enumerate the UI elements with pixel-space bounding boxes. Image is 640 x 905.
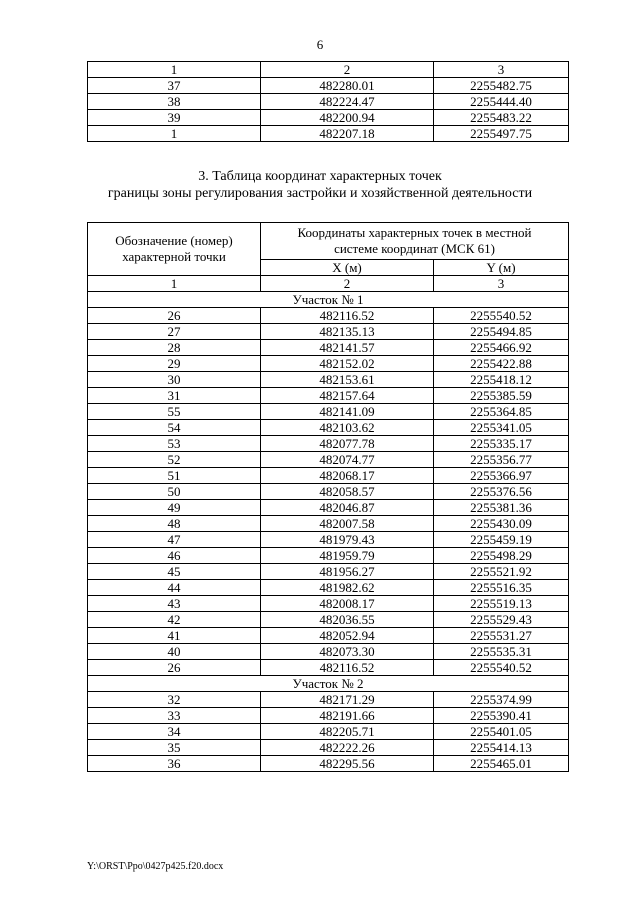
point-number: 44 — [88, 580, 261, 596]
table-row — [88, 516, 569, 532]
x-coordinate: 482141.57 — [261, 340, 434, 356]
point-number: 26 — [88, 660, 261, 676]
x-coordinate: 482280.01 — [261, 78, 434, 94]
point-number: 26 — [88, 308, 261, 324]
x-coordinate: 482222.26 — [261, 740, 434, 756]
y-coordinate: 2255540.52 — [434, 308, 569, 324]
title-line: 3. Таблица координат характерных точек — [198, 169, 442, 184]
x-coordinate: 482046.87 — [261, 500, 434, 516]
y-coordinate: 2255482.75 — [434, 78, 569, 94]
column-number: 2 — [261, 276, 434, 292]
y-coordinate: 2255483.22 — [434, 110, 569, 126]
x-coordinate: 482135.13 — [261, 324, 434, 340]
point-number: 38 — [88, 94, 261, 110]
y-coordinate: 2255444.40 — [434, 94, 569, 110]
point-number: 36 — [88, 756, 261, 772]
y-coordinate: 2255516.35 — [434, 580, 569, 596]
table-row — [88, 404, 569, 420]
x-coordinate: 482295.56 — [261, 756, 434, 772]
table-row — [88, 724, 569, 740]
table-row — [88, 500, 569, 516]
table-row — [88, 596, 569, 612]
point-number: 45 — [88, 564, 261, 580]
y-coordinate: 2255366.97 — [434, 468, 569, 484]
x-coordinate: 481959.79 — [261, 548, 434, 564]
point-number: 51 — [88, 468, 261, 484]
table-row — [88, 78, 569, 94]
y-coordinate: 2255498.29 — [434, 548, 569, 564]
point-number: 42 — [88, 612, 261, 628]
point-number: 41 — [88, 628, 261, 644]
table-row — [88, 388, 569, 404]
y-coordinate: 2255519.13 — [434, 596, 569, 612]
x-coordinate: 482153.61 — [261, 372, 434, 388]
y-coordinate: 2255494.85 — [434, 324, 569, 340]
x-coordinate: 481979.43 — [261, 532, 434, 548]
table-row — [88, 532, 569, 548]
table-row — [88, 644, 569, 660]
table-row — [88, 340, 569, 356]
x-coordinate: 481956.27 — [261, 564, 434, 580]
point-number: 27 — [88, 324, 261, 340]
table-row — [88, 708, 569, 724]
y-coordinate: 2255466.92 — [434, 340, 569, 356]
point-number: 39 — [88, 110, 261, 126]
section-title: Участок № 2 — [88, 676, 569, 692]
y-header: Y (м) — [434, 260, 569, 276]
point-number: 40 — [88, 644, 261, 660]
column-number: 2 — [261, 62, 434, 78]
column-number: 1 — [88, 62, 261, 78]
title-line: границы зоны регулирования застройки и хозяйственной деятельности — [107, 186, 533, 201]
y-coordinate: 2255390.41 — [434, 708, 569, 724]
table-row — [88, 452, 569, 468]
y-coordinate: 2255521.92 — [434, 564, 569, 580]
point-number: 43 — [88, 596, 261, 612]
x-coordinate: 482191.66 — [261, 708, 434, 724]
section-row — [88, 292, 569, 308]
point-number: 31 — [88, 388, 261, 404]
x-coordinate: 482074.77 — [261, 452, 434, 468]
x-coordinate: 482058.57 — [261, 484, 434, 500]
y-coordinate: 2255529.43 — [434, 612, 569, 628]
table-row — [88, 420, 569, 436]
point-number: 1 — [88, 126, 261, 142]
point-number: 37 — [88, 78, 261, 94]
table-row — [88, 564, 569, 580]
y-coordinate: 2255385.59 — [434, 388, 569, 404]
column-number: 3 — [434, 276, 569, 292]
x-coordinate: 482007.58 — [261, 516, 434, 532]
point-number: 46 — [88, 548, 261, 564]
table-row — [88, 468, 569, 484]
y-coordinate: 2255459.19 — [434, 532, 569, 548]
page-number: 6 — [316, 37, 324, 52]
x-coordinate: 482207.18 — [261, 126, 434, 142]
x-header: X (м) — [261, 260, 434, 276]
x-coordinate: 482152.02 — [261, 356, 434, 372]
point-number: 30 — [88, 372, 261, 388]
coordinates-header: Координаты характерных точек в местной системе координат (МСК 61) — [261, 223, 569, 260]
section-row — [88, 676, 569, 692]
y-coordinate: 2255341.05 — [434, 420, 569, 436]
table-row — [88, 612, 569, 628]
point-number: 28 — [88, 340, 261, 356]
y-coordinate: 2255335.17 — [434, 436, 569, 452]
point-number: 53 — [88, 436, 261, 452]
table-body — [88, 223, 569, 772]
y-coordinate: 2255376.56 — [434, 484, 569, 500]
footer-file-path: Y:\ORST\Ppo\0427p425.f20.docx — [87, 861, 224, 872]
table-row — [88, 580, 569, 596]
x-coordinate: 482116.52 — [261, 660, 434, 676]
point-number-header: Обозначение (номер) характерной точки — [88, 223, 261, 276]
y-coordinate: 2255535.31 — [434, 644, 569, 660]
point-number: 48 — [88, 516, 261, 532]
table-header-row — [88, 223, 569, 260]
table-title — [0, 168, 640, 202]
coordinates-table — [87, 222, 569, 772]
point-number: 54 — [88, 420, 261, 436]
table-row — [88, 94, 569, 110]
x-coordinate: 482200.94 — [261, 110, 434, 126]
table-row — [88, 692, 569, 708]
point-number: 34 — [88, 724, 261, 740]
x-coordinate: 482205.71 — [261, 724, 434, 740]
table-header-row — [88, 62, 569, 78]
table-row — [88, 484, 569, 500]
point-number: 55 — [88, 404, 261, 420]
column-number: 1 — [88, 276, 261, 292]
point-number: 52 — [88, 452, 261, 468]
x-coordinate: 482036.55 — [261, 612, 434, 628]
column-number-row — [88, 276, 569, 292]
x-coordinate: 482008.17 — [261, 596, 434, 612]
x-coordinate: 482157.64 — [261, 388, 434, 404]
y-coordinate: 2255531.27 — [434, 628, 569, 644]
point-number: 47 — [88, 532, 261, 548]
table-body — [88, 62, 569, 142]
y-coordinate: 2255418.12 — [434, 372, 569, 388]
point-number: 29 — [88, 356, 261, 372]
point-number: 33 — [88, 708, 261, 724]
x-coordinate: 482077.78 — [261, 436, 434, 452]
table-row — [88, 372, 569, 388]
section-title: Участок № 1 — [88, 292, 569, 308]
table-row — [88, 324, 569, 340]
x-coordinate: 482052.94 — [261, 628, 434, 644]
y-coordinate: 2255364.85 — [434, 404, 569, 420]
y-coordinate: 2255465.01 — [434, 756, 569, 772]
table-row — [88, 308, 569, 324]
y-coordinate: 2255374.99 — [434, 692, 569, 708]
table-row — [88, 660, 569, 676]
coordinates-table-continued — [87, 61, 569, 142]
column-number: 3 — [434, 62, 569, 78]
x-coordinate: 481982.62 — [261, 580, 434, 596]
table-row — [88, 110, 569, 126]
point-number: 32 — [88, 692, 261, 708]
x-coordinate: 482224.47 — [261, 94, 434, 110]
x-coordinate: 482116.52 — [261, 308, 434, 324]
x-coordinate: 482103.62 — [261, 420, 434, 436]
y-coordinate: 2255356.77 — [434, 452, 569, 468]
y-coordinate: 2255401.05 — [434, 724, 569, 740]
table-row — [88, 548, 569, 564]
table-row — [88, 628, 569, 644]
y-coordinate: 2255414.13 — [434, 740, 569, 756]
x-coordinate: 482068.17 — [261, 468, 434, 484]
y-coordinate: 2255381.36 — [434, 500, 569, 516]
table-row — [88, 756, 569, 772]
table-row — [88, 356, 569, 372]
y-coordinate: 2255422.88 — [434, 356, 569, 372]
x-coordinate: 482171.29 — [261, 692, 434, 708]
table-row — [88, 436, 569, 452]
table-row — [88, 126, 569, 142]
table-row — [88, 740, 569, 756]
x-coordinate: 482141.09 — [261, 404, 434, 420]
x-coordinate: 482073.30 — [261, 644, 434, 660]
y-coordinate: 2255540.52 — [434, 660, 569, 676]
point-number: 50 — [88, 484, 261, 500]
point-number: 49 — [88, 500, 261, 516]
point-number: 35 — [88, 740, 261, 756]
y-coordinate: 2255497.75 — [434, 126, 569, 142]
y-coordinate: 2255430.09 — [434, 516, 569, 532]
